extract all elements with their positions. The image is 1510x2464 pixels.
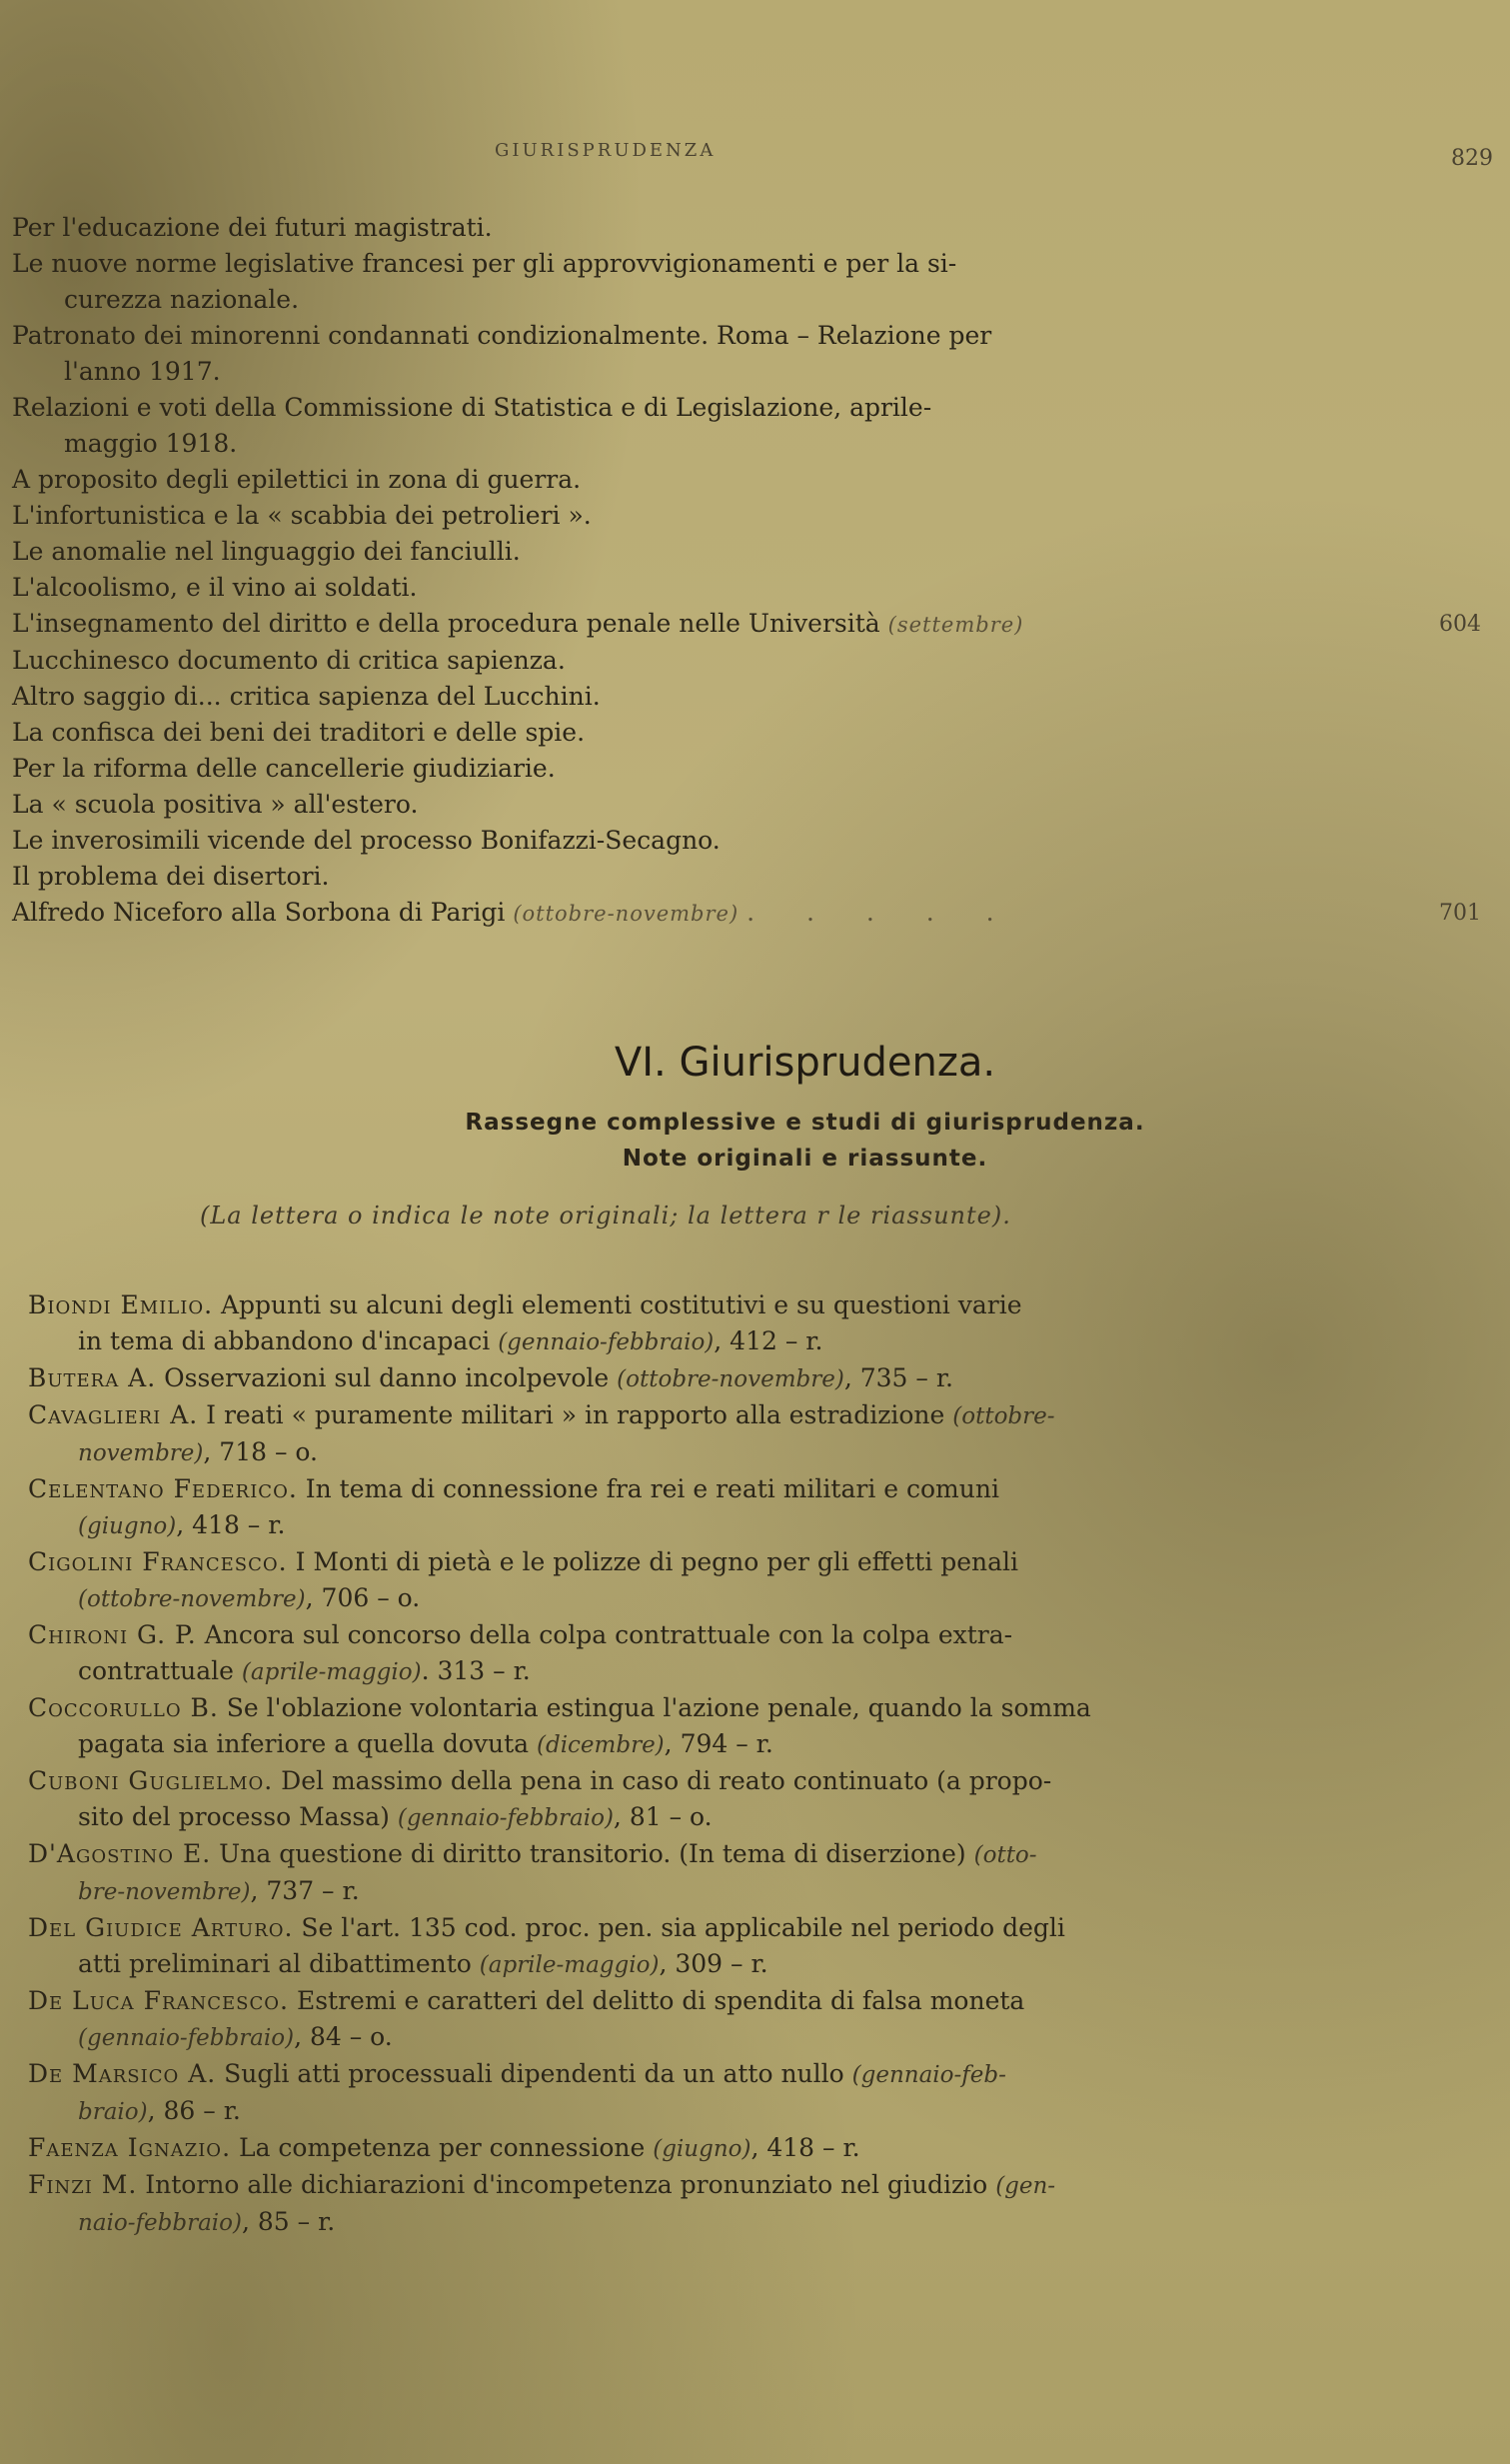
- bibliography-entry: Finzi M. Intorno alle dichiarazioni d'incompetenza pronunziato nel giudizio (gen- naio-febbraio), 85 – r.: [28, 2170, 1056, 2236]
- toc-item: Lucchinesco documento di critica sapienza.: [12, 646, 566, 675]
- bibliography-entry: Faenza Ignazio. La competenza per connessione (giugno), 418 – r.: [28, 2133, 860, 2162]
- page-number: 829: [1451, 146, 1493, 171]
- toc-item: L'insegnamento del diritto e della procedura penale nelle Università (settembre) 604: [12, 606, 1491, 643]
- section-title: VI. Giurisprudenza.: [614, 1040, 996, 1086]
- toc-item: L'alcoolismo, e il vino ai soldati.: [12, 573, 418, 602]
- bibliography-entry: Cavaglieri A. I reati « puramente militari » in rapporto alla estradizione (ottobre- novembre), 718 – o.: [28, 1400, 1055, 1466]
- bibliography-entry: Celentano Federico. In tema di connessione fra rei e reati militari e comuni (giugno), 418 – r.: [28, 1474, 999, 1539]
- toc-item: Il problema dei disertori.: [12, 862, 330, 891]
- bibliography-entry: Butera A. Osservazioni sul danno incolpevole (ottobre-novembre), 735 – r.: [28, 1363, 953, 1392]
- entry-author: Cigolini Francesco.: [28, 1547, 288, 1576]
- entry-author: Cavaglieri A.: [28, 1400, 199, 1429]
- toc-item: La « scuola positiva » all'estero.: [12, 790, 419, 819]
- toc-item: Le nuove norme legislative francesi per gli approvvigionamenti e per la si- curezza nazionale.: [12, 249, 957, 314]
- entry-author: Butera A.: [28, 1363, 157, 1392]
- toc-item: Patronato dei minorenni condannati condizionalmente. Roma – Relazione per l'anno 1917.: [12, 321, 992, 386]
- bibliography-list: [28, 1287, 1497, 2241]
- toc-item: Per la riforma delle cancellerie giudiziarie.: [12, 754, 556, 783]
- toc-item: L'infortunistica e la « scabbia dei petrolieri ».: [12, 501, 592, 530]
- entry-author: Finzi M.: [28, 2170, 138, 2199]
- bibliography-entry: De Luca Francesco. Estremi e caratteri del delitto di spendita di falsa moneta (gennaio-febbraio), 84 – o.: [28, 1986, 1025, 2051]
- bibliography-entry: Biondi Emilio. Appunti su alcuni degli elementi costitutivi e su questioni varie in tema di abbandono d'incapaci (gennaio-febbraio), 412 – r.: [28, 1290, 1022, 1355]
- section-subtitle-notes: Note originali e riassunte.: [622, 1146, 988, 1172]
- bibliography-entry: De Marsico A. Sugli atti processuali dipendenti da un atto nullo (gennaio-feb- braio), 86 – r.: [28, 2059, 1006, 2125]
- entry-author: Cuboni Guglielmo.: [28, 1766, 274, 1795]
- toc-item: Le inverosimili vicende del processo Bonifazzi-Secagno.: [12, 826, 721, 855]
- toc-list: [12, 210, 1491, 932]
- entry-author: De Luca Francesco.: [28, 1986, 289, 2015]
- toc-item: Per l'educazione dei futuri magistrati.: [12, 213, 493, 242]
- toc-item: Altro saggio di... critica sapienza del Lucchini.: [12, 682, 601, 711]
- toc-item: A proposito degli epilettici in zona di guerra.: [12, 465, 582, 494]
- entry-author: Biondi Emilio.: [28, 1290, 214, 1319]
- toc-page-number: 604: [1439, 612, 1481, 637]
- entry-author: Chironi G. P.: [28, 1620, 197, 1649]
- entry-author: De Marsico A.: [28, 2059, 217, 2088]
- entry-author: Celentano Federico.: [28, 1474, 298, 1503]
- entry-author: Coccorullo B.: [28, 1693, 219, 1722]
- entry-author: Del Giudice Arturo.: [28, 1913, 294, 1942]
- entry-author: Faenza Ignazio.: [28, 2133, 232, 2162]
- toc-page-number: 701: [1439, 901, 1481, 926]
- toc-item: Le anomalie nel linguaggio dei fanciulli.: [12, 537, 521, 566]
- bibliography-entry: Coccorullo B. Se l'oblazione volontaria estingua l'azione penale, quando la somma pagata sia inferiore a quella dovuta (dicembre), 794 – r.: [28, 1693, 1091, 1758]
- bibliography-entry: D'Agostino E. Una questione di diritto transitorio. (In tema di diserzione) (otto- bre-novembre), 737 – r.: [28, 1839, 1037, 1905]
- toc-item: Alfredo Niceforo alla Sorbona di Parigi (ottobre-novembre) . . . . . 701: [12, 895, 1491, 932]
- toc-item: La confisca dei beni dei traditori e delle spie.: [12, 718, 586, 747]
- bibliography-entry: Cigolini Francesco. I Monti di pietà e le polizze di pegno per gli effetti penali (ottobre-novembre), 706 – o.: [28, 1547, 1019, 1612]
- bibliography-entry: Del Giudice Arturo. Se l'art. 135 cod. proc. pen. sia applicabile nel periodo degli atti preliminari al dibattimento (aprile-maggio), 309 – r.: [28, 1913, 1065, 1978]
- running-head: GIURISPRUDENZA: [495, 140, 717, 161]
- section-subtitle: Rassegne complessive e studi di giurisprudenza.: [465, 1110, 1145, 1136]
- legend-note: (La lettera o indica le note originali; la lettera r le riassunte).: [200, 1202, 1011, 1230]
- entry-author: D'Agostino E.: [28, 1839, 212, 1868]
- bibliography-entry: Cuboni Guglielmo. Del massimo della pena in caso di reato continuato (a propo- sito del processo Massa) (gennaio-febbraio), 81 – o.: [28, 1766, 1052, 1831]
- bibliography-entry: Chironi G. P. Ancora sul concorso della colpa contrattuale con la colpa extra- contrattuale (aprile-maggio). 313 – r.: [28, 1620, 1013, 1685]
- toc-item: Relazioni e voti della Commissione di Statistica e di Legislazione, aprile- maggio 1918.: [12, 393, 932, 458]
